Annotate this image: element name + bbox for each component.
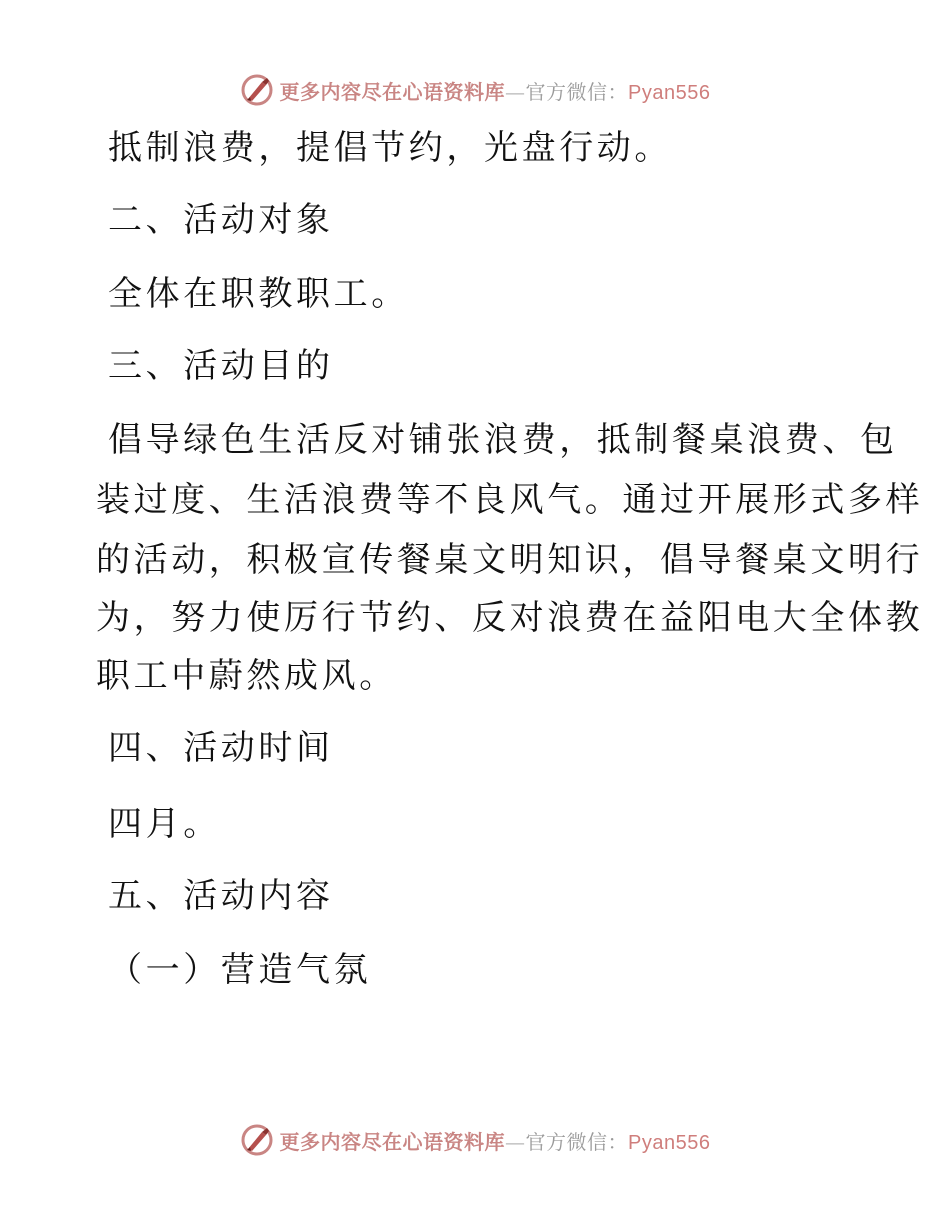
header-watermark — [0, 72, 950, 108]
body-line-purpose-1: 倡导绿色生活反对铺张浪费，抵制餐桌浪费、包 — [108, 420, 898, 460]
watermark-brand: 更多内容尽在心语资料库 — [279, 79, 506, 104]
body-line-time: 四月。 — [108, 804, 221, 844]
section-heading-purpose: 三、活动目的 — [108, 346, 334, 386]
watermark-official: 官方微信： — [525, 1129, 629, 1154]
watermark-separator: — — [505, 1129, 526, 1154]
body-line-purpose-2: 装过度、生活浪费等不良风气。通过开展形式多样 — [96, 480, 924, 520]
watermark-brand: 更多内容尽在心语资料库 — [279, 1129, 506, 1154]
section-heading-time: 四、活动时间 — [108, 728, 334, 768]
quill-pen-logo-icon — [240, 73, 274, 107]
section-heading-content: 五、活动内容 — [108, 876, 334, 916]
body-line-purpose-4: 为，努力使厉行节约、反对浪费在益阳电大全体教 — [96, 598, 924, 638]
body-line-purpose-5: 职工中蔚然成风。 — [96, 656, 397, 696]
watermark-label — [280, 1126, 711, 1155]
subsection-heading-atmosphere: （一）营造气氛 — [108, 950, 372, 990]
section-heading-objects: 二、活动对象 — [108, 200, 334, 240]
body-line-1: 抵制浪费，提倡节约，光盘行动。 — [108, 128, 672, 168]
footer-watermark — [0, 1122, 950, 1158]
watermark-official: 官方微信： — [525, 79, 629, 104]
body-line-objects: 全体在职教职工。 — [108, 274, 409, 314]
watermark-account: Pyan556 — [628, 1131, 711, 1154]
watermark-separator: — — [505, 79, 526, 104]
watermark-account: Pyan556 — [628, 81, 711, 104]
watermark-label — [280, 76, 711, 105]
body-line-purpose-3: 的活动，积极宣传餐桌文明知识，倡导餐桌文明行 — [96, 540, 924, 580]
quill-pen-logo-icon — [240, 1123, 274, 1157]
